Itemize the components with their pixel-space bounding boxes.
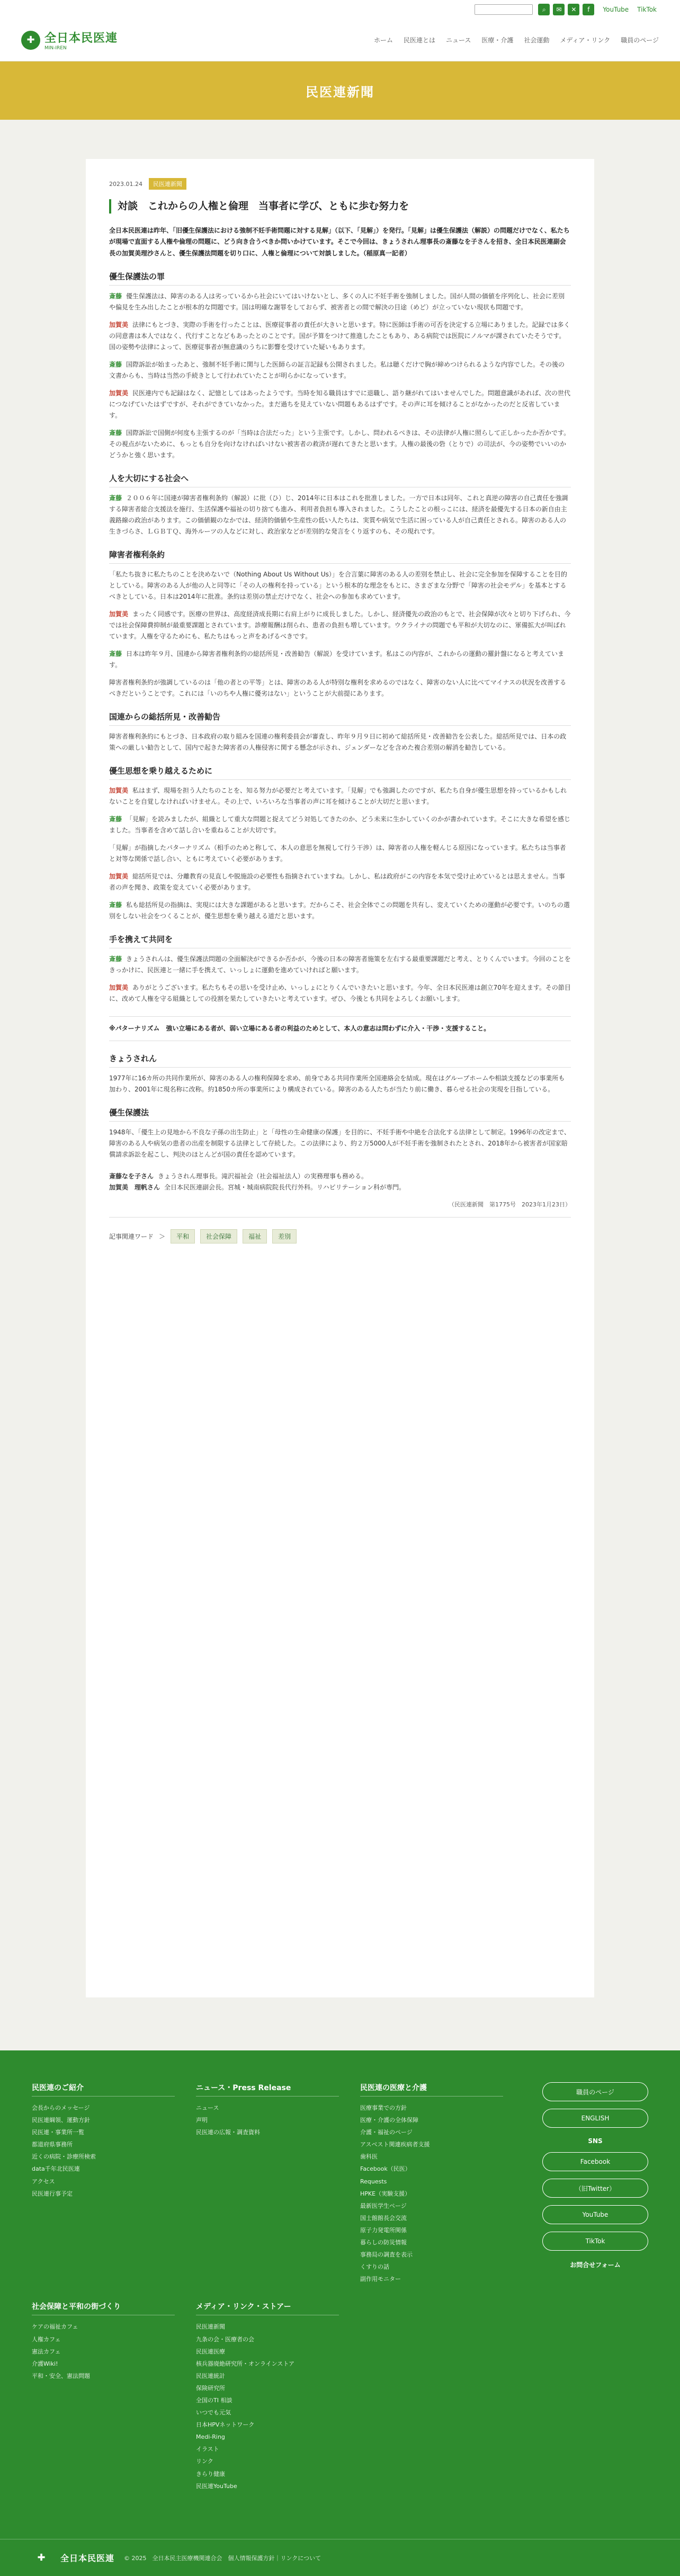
logo-subtitle: MIN-IREN <box>44 46 67 51</box>
facebook-button[interactable]: Facebook <box>542 2152 648 2171</box>
footer-link[interactable]: 民医連綱領、運動方針 <box>32 2117 90 2124</box>
speaker-label: 斎藤 <box>109 901 122 909</box>
tag-link[interactable]: 平和 <box>171 1229 195 1243</box>
paragraph <box>109 428 571 461</box>
speaker-label: 斎藤 <box>109 650 122 658</box>
footer-link[interactable]: 民医連・事業所一覧 <box>32 2129 84 2136</box>
article-title: 対談 これからの人権と倫理 当事者に学び、ともに歩む努力を <box>109 199 571 214</box>
english-button[interactable]: ENGLISH <box>542 2109 648 2128</box>
paragraph-text: 法律にもとづき、実際の手術を行ったことは、医療従事者の責任が大きいと思います。特に医師は手術の可否を決定する立場にありました。記録では多くの同意書は本人ではなく、代行すことなどもあったとのことです。国が予算をつけて推進したこともあり、ある病院では医院にノルマが課されていたそうです。国の姿勢や法律によって、医療従事者が無意識のうちに影響を受けていた疑いもあります。 <box>109 321 570 351</box>
footer-col-about <box>32 2082 175 2285</box>
footer-link[interactable]: HPKE（実験支援） <box>360 2190 411 2197</box>
footer-col-title: 社会保障と平和の街づくり <box>32 2301 175 2315</box>
tag-link[interactable]: 差別 <box>272 1229 297 1243</box>
paragraph <box>109 609 571 642</box>
tags-label: 記事関連ワード <box>109 1232 154 1240</box>
footer-link[interactable]: ケアの福祉カフェ <box>32 2323 78 2331</box>
section-heading: 手を携えて共同を <box>109 934 571 948</box>
logo-emblem-icon: ✚ <box>32 2548 51 2568</box>
nav-home[interactable]: ホーム <box>373 37 393 44</box>
footer-link[interactable]: Facebook（民医） <box>360 2165 411 2173</box>
speaker-label: 斎藤 <box>109 955 122 963</box>
chevron-right-icon: ＞ <box>159 1232 166 1240</box>
paragraph <box>109 493 571 537</box>
facebook-icon[interactable]: f <box>583 4 594 15</box>
footer-link[interactable]: 民医連の広報・調査資料 <box>196 2129 260 2136</box>
paragraph-text: 障害者権利条約にもとづき、日本政府の取り組みを国連の権利委員会が審査し、昨年９月９日に初めて総括所見・改善勧告を公表した。総括所見では、日本の政策への厳しい勧告として、国内で起きた障害者の人権侵害に関する懸念が示され、ジェンダーなどを含めた複合差別の解消を勧告している。 <box>109 733 567 752</box>
speaker-label: 斎藤 <box>109 494 122 502</box>
speaker-label: 斎藤 <box>109 429 122 437</box>
paragraph <box>109 900 571 922</box>
copyright: © 2025 全日本民主医療機関連合会 個人情報保護方針｜リンクについて <box>124 2554 321 2562</box>
nav-social[interactable]: 社会運動 <box>524 37 550 44</box>
profile-name: 斎藤なを子さん <box>109 1172 154 1180</box>
footer-link[interactable]: 声明 <box>196 2117 208 2124</box>
footer-link[interactable]: いつでも元気 <box>196 2409 231 2417</box>
tiktok-link[interactable]: TikTok <box>637 6 657 13</box>
footer-link[interactable]: 平和・安全、憲法問題 <box>32 2372 90 2379</box>
paragraph-text: 障害者権利条約が強調しているのは「他の者との平等」とは、障害のある人が特別な権利を求めるのではなく、障害のない人に比べてマイナスの状況を改善するべきだということです。これには「いのちや人権に優劣はない」ということが大前提にあります。 <box>109 679 567 698</box>
footer-link[interactable]: 核兵器廃絶研究所・オンラインストア <box>196 2360 295 2367</box>
footer-col-welfare <box>32 2301 175 2492</box>
footer-link[interactable]: 民医連行事予定 <box>32 2190 73 2197</box>
tag-link[interactable]: 社会保障 <box>200 1229 237 1243</box>
footer-buttons <box>542 2082 648 2269</box>
speaker-label: 斎藤 <box>109 815 122 823</box>
paragraph <box>109 814 571 836</box>
site-logo[interactable] <box>21 29 118 51</box>
footer-link[interactable]: 暮らしの防災情報 <box>360 2239 407 2246</box>
tag-link[interactable]: 福祉 <box>243 1229 267 1243</box>
footer-link[interactable]: 歯科医 <box>360 2153 378 2161</box>
footer-link[interactable]: きらり健康 <box>196 2470 225 2477</box>
footer-link[interactable]: 会長からのメッセージ <box>32 2104 90 2111</box>
paragraph-text: 1977年に16カ所の共同作業所が、障害のある人の権利保障を求め、前身である共同作業所全国連絡会を結成。現在はグループホームや相談支援などの事業所も加わり、2001年に現名称に改称。約1850カ所の事業所により構成されている。障害のある人たちが当たり前に働き、暮らせる社会の実現を目指している。 <box>109 1074 565 1093</box>
paragraph-text: きょうされんは、優生保護法問題の全面解決ができるか否かが、今後の日本の障害者施策を左右する最重要課題だと考え、とりくんでいます。今回のことをきっかけに、民医連と一緒に手を携えて、いっしょに運動を進めていければと願います。 <box>109 955 571 974</box>
mail-icon[interactable]: ✉ <box>553 4 565 15</box>
section-heading: 人を大切にする社会へ <box>109 473 571 487</box>
nav-media[interactable]: メディア・リンク <box>560 37 611 44</box>
global-nav <box>374 35 659 45</box>
footer-col-title: 民医連の医療と介護 <box>360 2082 503 2097</box>
category-badge[interactable]: 民医連新聞 <box>149 178 186 190</box>
footer-link[interactable]: Requests <box>360 2178 387 2185</box>
footer-link[interactable]: 事務局の調査を表示 <box>360 2251 413 2259</box>
paragraph <box>109 982 571 1005</box>
footer-col-title: ニュース・Press Release <box>196 2082 339 2097</box>
speaker-label: 斎藤 <box>109 361 122 369</box>
paragraph-text: ２００６年に国連が障害者権利条約（解説）に批（ひ）じ、2014年に日本はこれを批准しました。一方で日本は同年、これと真逆の障害の自己責任を強調する障害者総合支援法を施行、生活保護や福祉の切り捨ても進み、利用者負担も導入されました。こうしたことの根っこには、経済を最優先する日本の新自由主義路線の政治があります。この価値観のなかでは、経済的価値や生産性の低い人たちは、実質や病気で生活に困っている人が自己責任とされる。障害のある人の生きづらさ、ＬＧＢＴＱ、海外ルーツの人などに対し、政治家などが差別的な発言をくり返すのも、その現れです。 <box>109 494 568 536</box>
section-heading: 優生思想を乗り越えるために <box>109 765 571 780</box>
footer-link[interactable]: data千年北民医連 <box>32 2165 80 2173</box>
footnote: ※パターナリズム 強い立場にある者が、弱い立場にある者の利益のためとして、本人の意志は問わずに介入・干渉・支援すること。 <box>109 1016 571 1041</box>
footer-logo-name[interactable]: 全日本民医連 <box>60 2553 115 2563</box>
paragraph-text: 私も総括所見の指摘は、実現には大きな課題があると思います。だからこそ、社会全体でこの問題を共有し、変えていくための運動が必要です。いのちの選別をしない社会をつくることが、優生思想を乗り越える道だと思います。 <box>109 901 570 920</box>
tag-list <box>109 1229 571 1243</box>
youtube-button[interactable]: YouTube <box>542 2205 648 2224</box>
article-lead: 全日本民医連は昨年、「旧優生保護法における強制不妊手術問題に対する見解」（以下、「見解」）を発行。「見解」は優生保護法（解説）の問題だけでなく、私たちが現場で直面する人権や倫理の問題に、どう向き合うべきか問いかけています。そこで今回は、きょうされん理事長の斎藤なを子さんを招き、全日本民医連副会長の加賀美理沙さんと、優生保護法問題を切り口に、人権と倫理について対談しました。（稲原真一記者） <box>109 226 570 257</box>
contact-form-link[interactable]: お問合せフォーム <box>570 2261 621 2269</box>
footer-link[interactable]: 保険研究所 <box>196 2384 225 2392</box>
footer-link[interactable]: Medi-Ring <box>196 2433 225 2441</box>
article-date: 2023.01.24 <box>109 180 142 188</box>
paragraph <box>109 954 571 976</box>
paragraph-text: 民医連内でも記録はなく、記憶としてはあったようです。当時を知る職員はすでに退職し、語り継がれてはいませんでした。問題意識があれば、次の世代につなげていたはずですが、それができていなかった。まだ過ちを見えていない問題もあるはずです。その声に耳を傾けることがなかったのだと反省しています。 <box>109 389 571 420</box>
page-title: 民医連新聞 <box>306 84 374 100</box>
section-heading: 優生保護法 <box>109 1107 571 1122</box>
nav-staff[interactable]: 職員のページ <box>621 37 659 44</box>
x-icon[interactable]: ✕ <box>568 4 579 15</box>
paragraph-text: 私はまず、現場を担う人たちのことを、知る努力が必要だと考えています。「見解」でも強調したのですが、私たち自身が優生思想を持っているかもしれないことを自覚しなければいけません。その上で、いろいろな当事者の声に耳を傾けることが大切だと思います。 <box>109 787 567 806</box>
site-header <box>0 19 680 61</box>
page-banner <box>0 61 680 120</box>
footer-link[interactable]: アスベスト関連疾病者支援 <box>360 2141 430 2148</box>
paragraph-text: 国際訴訟で国側が何度も主張するのが「当時は合法だった」という主張です。しかし、問われるべきは、その法律が人権に照らして正しかったか否かです。その視点がないために、もっとも自分を向けなければいけない被害者の救済が遅れてきたと思います。人権の最後の砦（とりで）の司法が、今の姿勢でいいのかどうかと強く思います。 <box>109 429 570 459</box>
top-utility-bar <box>0 0 680 19</box>
footer-link[interactable]: 最新医学生ページ <box>360 2202 407 2209</box>
paragraph <box>109 388 571 421</box>
paragraph-text: 1948年、「優生上の見地から不良な子孫の出生防止」と「母性の生命健康の保護」を目的に、不妊手術や中絶を合法化する法律として制定。1996年の改定まで、障害のある人や病気の患者の出産を制限する法律として存続した。この法律により、約２万5000人が不妊手術を強制されたとされ、2018年から被害者が国家賠償請求訴訟を起こし、判決のほとんどが国の責任を認めています。 <box>109 1128 570 1158</box>
paragraph <box>109 785 571 807</box>
paragraph-text: 「見解」が指摘したパターナリズム（相手のためと称して、本人の意思を無視して行う干渉）は、障害者の人権を軽んじる原因になっています。私たちは当事者と対等な関係で話し合い、ともに考えていく必要があります。 <box>109 844 566 863</box>
footer-link[interactable]: 民医連医療 <box>196 2348 225 2355</box>
footer-link[interactable]: 九条の会・医療者の会 <box>196 2335 254 2343</box>
footer-link[interactable]: 副作用モニター <box>360 2276 401 2283</box>
footer-link[interactable]: 国士館館長会交流 <box>360 2214 407 2222</box>
footer-link[interactable]: アクセス <box>32 2178 55 2185</box>
sns-label: SNS <box>588 2137 603 2145</box>
footer-link[interactable]: 近くの病院・診療所検索 <box>32 2153 96 2161</box>
profile-text: きょうされん理事長。滝沢福祉会（社会福祉法人）の実務理事も務める。 <box>158 1172 368 1180</box>
paragraph-text: 総括所見では、分離教育の見直しや脱施設の必要性も指摘されていますね。しかし、私は政府がこの内容を本気で受け止めているとは思えません。当事者の声を聞き、政策を変えていく必要があります。 <box>109 873 565 892</box>
article-source: （民医連新聞 第1775号 2023年1月23日） <box>109 1200 571 1218</box>
section-heading: 国連からの総括所見・改善勧告 <box>109 711 571 726</box>
profile-item <box>109 1182 571 1194</box>
speaker-label: 加賀美 <box>109 389 129 397</box>
speaker-label: 加賀美 <box>109 610 129 618</box>
paragraph-text: 優生保護法は、障害のある人は劣っているから社会にいてはいけないとし、多くの人に不妊手術を強制しました。国が人間の価値を序列化し、社会に差別や偏見を生み出したことが根本的な問題です。国は明確な謝罪をしておらず、被害者との間で解決の目途（めど）が立っていない現状も問題です。 <box>109 292 565 312</box>
paragraph-text: 国際訴訟が始まったあと、強制不妊手術に関与した医師らの証言記録も公開されました。私は聴くだけで胸が締めつけられるような内容でした。その後の文書からも、当時は当然の手続きとして行われていたことが明らかになっています。 <box>109 361 565 380</box>
footer-link[interactable]: 原子力発電所関係 <box>360 2226 407 2234</box>
search-icon[interactable]: ⌕ <box>538 4 550 15</box>
footer-link[interactable]: 民医連YouTube <box>196 2482 237 2490</box>
footer-link[interactable]: イラスト <box>196 2446 219 2453</box>
profile-block <box>109 1171 571 1194</box>
paragraph <box>109 871 571 893</box>
article-card <box>86 159 594 1997</box>
footer-link[interactable]: 介護・福祉のページ <box>360 2129 413 2136</box>
footer-link[interactable]: 民医連統計 <box>196 2372 225 2379</box>
footer-link[interactable]: 介護Wiki! <box>32 2360 58 2367</box>
site-footer <box>0 2050 680 2576</box>
staff-page-button[interactable]: 職員のページ <box>542 2082 648 2101</box>
footer-link[interactable]: 日本HPVネットワーク <box>196 2421 255 2429</box>
footer-link[interactable]: 憲法カフェ <box>32 2348 61 2355</box>
footer-link[interactable]: ニュース <box>196 2104 219 2111</box>
footer-link[interactable]: くすりの話 <box>360 2263 389 2271</box>
speaker-label: 加賀美 <box>109 873 129 881</box>
section-heading: 障害者権利条約 <box>109 549 571 564</box>
nav-news[interactable]: ニュース <box>445 37 471 44</box>
paragraph <box>109 319 571 353</box>
youtube-link[interactable]: YouTube <box>603 6 629 13</box>
logo-name: 全日本民医連 <box>44 32 118 45</box>
paragraph-text: 「私たち抜きに私たちのことを決めないで（Nothing About Us Without Us）」を合言葉に障害のある人の差別を禁止し、社会に完全参加を保障することを目的としている。障害のある人が他の人と同等に「その人の権利を持っている」という根本的な理念をもとに、さまざまな分野で「障害の社会モデル」を基本とするべきとしている。日本は2014年に批准。条約は差別の禁止だけでなく、社会への参加も求めています。 <box>109 571 567 601</box>
footer-link[interactable]: 医療事業での方針 <box>360 2104 407 2111</box>
footer-col-media <box>196 2301 339 2492</box>
profile-text: 全日本民医連副会長。宮城・城南病院院長代行外科。リハビリテーション科が専門。 <box>164 1184 405 1192</box>
footer-link[interactable]: 人権カフェ <box>32 2335 61 2343</box>
paragraph-text: 「見解」を読みましたが、組織として重大な問題と捉えてどう対処してきたのか、どう未来に生かしていくのかが書かれています。そこに大きな希望を感じました。当事者を含めて話し合いを重ねることが大切です。 <box>109 815 571 834</box>
speaker-label: 加賀美 <box>109 787 129 795</box>
speaker-label: 加賀美 <box>109 984 129 992</box>
footer-link[interactable]: リンク <box>196 2458 213 2465</box>
paragraph-text: ありがとうございます。私たちもその思いを受け止め、いっしょにとりくんでいきたいと思います。今年、全日本民医連は創立70年を迎えます。その節目に、改めて人権を守る組織としての役割を果たしていきたいと考えています。ぜひ、今後とも共同をよろしくお願いします。 <box>109 984 571 1003</box>
footer-link[interactable]: 都道府県事務所 <box>32 2141 73 2148</box>
section-heading: 優生保護法の罪 <box>109 271 571 286</box>
paragraph <box>109 649 571 671</box>
speaker-label: 斎藤 <box>109 292 122 300</box>
footer-bottom <box>0 2539 680 2576</box>
footer-col-title: メディア・リンク・ストアー <box>196 2301 339 2315</box>
profile-name: 加賀美 理帆さん <box>109 1184 160 1192</box>
footer-link[interactable]: 民医連新聞 <box>196 2323 225 2331</box>
paragraph <box>109 291 571 313</box>
x-button[interactable]: （旧Twitter） <box>542 2179 648 2198</box>
footer-col-news <box>196 2082 339 2285</box>
paragraph-text: 日本は昨年９月、国連から障害者権利条約の総括所見・改善勧告（解説）を受けています。私はこの内容が、これからの運動の羅針盤になると考えています。 <box>109 650 565 669</box>
paragraph <box>109 359 571 381</box>
site-search-input[interactable] <box>475 4 533 15</box>
footer-link[interactable]: 全国のTI 相談 <box>196 2396 232 2404</box>
profile-item <box>109 1171 571 1183</box>
tiktok-button[interactable]: TikTok <box>542 2232 648 2251</box>
nav-medical[interactable]: 医療・介護 <box>481 37 514 44</box>
speaker-label: 加賀美 <box>109 321 129 329</box>
article-meta <box>109 178 571 190</box>
paragraph-text: まったく同感です。医療の世界は、高度経済成長期に右肩上がりに成長しました。しかし、経済優先の政治のもとで、社会保障が次々と切り下げられ、今では社会保障費抑制が最重要課題とされています。診療報酬は削られ、患者の負担も増しています。ウクライナの問題でも平和が大切なのに、軍備拡大が叫ばれています。人権を守るためにも、私たちはもっと声をあげるべきです。 <box>109 610 571 641</box>
logo-emblem-icon: ✚ <box>21 31 40 50</box>
nav-about[interactable]: 民医連とは <box>403 37 435 44</box>
footer-link[interactable]: 医療・介護の全体保障 <box>360 2117 418 2124</box>
footer-col-medical <box>360 2082 503 2285</box>
section-heading: きょうされん <box>109 1053 571 1068</box>
footer-col-title: 民医連のご紹介 <box>32 2082 175 2097</box>
